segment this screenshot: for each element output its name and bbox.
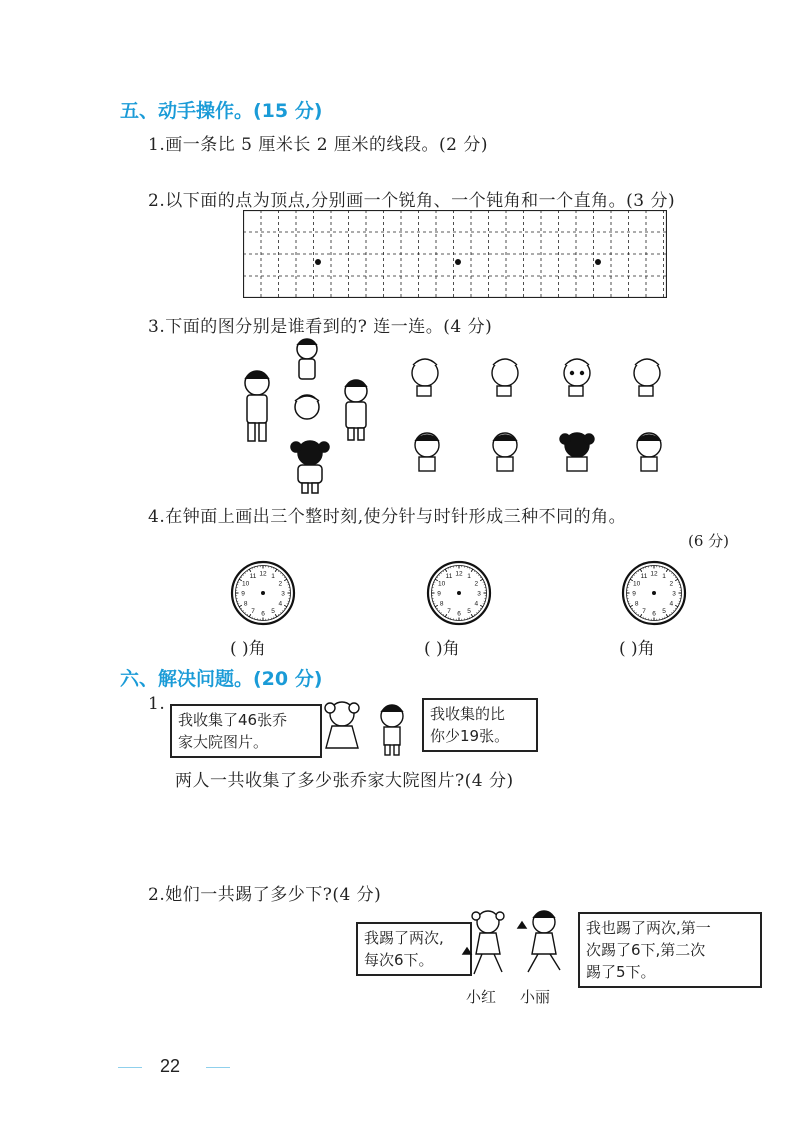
clock-number: 12 — [650, 570, 658, 578]
clock-number: 1 — [467, 573, 471, 581]
section-six-title: 六、解决问题。(20 分) — [120, 668, 323, 690]
clock-number: 7 — [642, 607, 646, 615]
bubble-xiaoli-line-1: 我也踢了两次,第一 — [586, 919, 711, 937]
two-girls-kicking-shuttlecock — [458, 906, 576, 986]
view-top-3 — [564, 359, 590, 396]
clock-number: 1 — [271, 573, 275, 581]
vertex-point-1[interactable] — [315, 259, 321, 265]
angle-answer-1[interactable]: ( )角 — [230, 639, 266, 659]
view-bottom-4 — [637, 433, 661, 471]
angle-answer-3[interactable]: ( )角 — [619, 639, 655, 659]
clock-number: 4 — [669, 600, 674, 608]
clock-number: 11 — [249, 573, 257, 581]
bubble-xiaoli-line-3: 踢了5下。 — [586, 963, 656, 981]
clock-number: 6 — [261, 610, 265, 618]
dot-grid[interactable] — [243, 210, 667, 298]
two-kids-collecting — [314, 696, 422, 758]
angle-answer-2[interactable]: ( )角 — [424, 639, 460, 659]
footer-line-left — [118, 1067, 142, 1068]
vertex-point-2[interactable] — [455, 259, 461, 265]
clock-number: 1 — [662, 573, 666, 581]
clock-number: 2 — [474, 580, 479, 588]
clock-number: 4 — [474, 600, 479, 608]
view-top-4 — [634, 359, 660, 396]
bubble-left-line-2: 家大院图片。 — [178, 733, 269, 751]
question-4-clocks: 4.在钟面上画出三个整时刻,使分针与时针形成三种不同的角。 — [148, 507, 627, 527]
clock-number: 2 — [669, 580, 674, 588]
speech-bubble-xiaohong — [356, 922, 472, 976]
clock-number: 8 — [634, 600, 639, 608]
clock-number: 5 — [662, 607, 666, 615]
clock-number: 5 — [271, 607, 275, 615]
question-1-line-segment: 1.画一条比 5 厘米长 2 厘米的线段。(2 分) — [148, 135, 488, 155]
clock-number: 5 — [467, 607, 471, 615]
clock-face-2[interactable] — [426, 560, 492, 626]
clock-number: 10 — [242, 580, 250, 588]
clock-number: 11 — [445, 573, 453, 581]
bubble-xiaohong-line-2: 每次6下。 — [364, 951, 434, 969]
clock-number: 7 — [251, 607, 255, 615]
kids-scene — [232, 335, 382, 495]
question-2-angles: 2.以下面的点为顶点,分别画一个锐角、一个钝角和一个直角。(3 分) — [148, 191, 676, 211]
bubble-left-line-1: 我收集了46张乔 — [178, 711, 288, 729]
clock-number: 9 — [437, 590, 441, 598]
clock-number: 8 — [243, 600, 248, 608]
clock-number: 6 — [457, 610, 461, 618]
view-top-1 — [412, 359, 438, 396]
speech-bubble-xiaoli — [578, 912, 762, 988]
clock-number: 11 — [640, 573, 648, 581]
clock-number: 12 — [455, 570, 463, 578]
clock-number: 3 — [281, 590, 285, 598]
speech-bubble-left — [170, 704, 322, 758]
clock-face-1[interactable] — [230, 560, 296, 626]
section-five-title: 五、动手操作。(15 分) — [120, 100, 323, 122]
clock-number: 10 — [633, 580, 641, 588]
viewpoint-figures[interactable] — [405, 345, 675, 485]
clock-number: 9 — [241, 590, 245, 598]
vertex-point-3[interactable] — [595, 259, 601, 265]
view-bottom-3 — [560, 433, 594, 471]
speech-bubble-right — [422, 698, 538, 752]
clock-number: 12 — [259, 570, 267, 578]
clock-number: 2 — [278, 580, 283, 588]
problem-2-question: 2.她们一共踢了多少下?(4 分) — [148, 885, 382, 905]
question-4-points: (6 分) — [688, 532, 730, 550]
clock-number: 6 — [652, 610, 656, 618]
clock-number: 9 — [632, 590, 636, 598]
view-top-2 — [492, 359, 518, 396]
clock-number: 3 — [477, 590, 481, 598]
bubble-right-line-1: 我收集的比 — [430, 705, 506, 723]
problem-1-question: 两人一共收集了多少张乔家大院图片?(4 分) — [175, 771, 514, 791]
clock-number: 8 — [439, 600, 444, 608]
clock-number: 4 — [278, 600, 283, 608]
view-bottom-1 — [415, 433, 439, 471]
name-xiaohong: 小红 — [466, 988, 497, 1006]
footer-line-right — [206, 1067, 230, 1068]
clock-face-3[interactable] — [621, 560, 687, 626]
clock-number: 7 — [447, 607, 451, 615]
page-number: 22 — [160, 1056, 181, 1076]
clock-number: 10 — [438, 580, 446, 588]
name-xiaoli: 小丽 — [520, 988, 551, 1006]
view-bottom-2 — [493, 433, 517, 471]
bubble-xiaohong-line-1: 我踢了两次, — [364, 929, 444, 947]
question-3-viewpoints: 3.下面的图分别是谁看到的? 连一连。(4 分) — [148, 317, 493, 337]
problem-1-number: 1. — [148, 694, 166, 714]
clock-number: 3 — [672, 590, 676, 598]
bubble-xiaoli-line-2: 次踢了6下,第二次 — [586, 941, 706, 959]
bubble-right-line-2: 你少19张。 — [430, 727, 510, 745]
